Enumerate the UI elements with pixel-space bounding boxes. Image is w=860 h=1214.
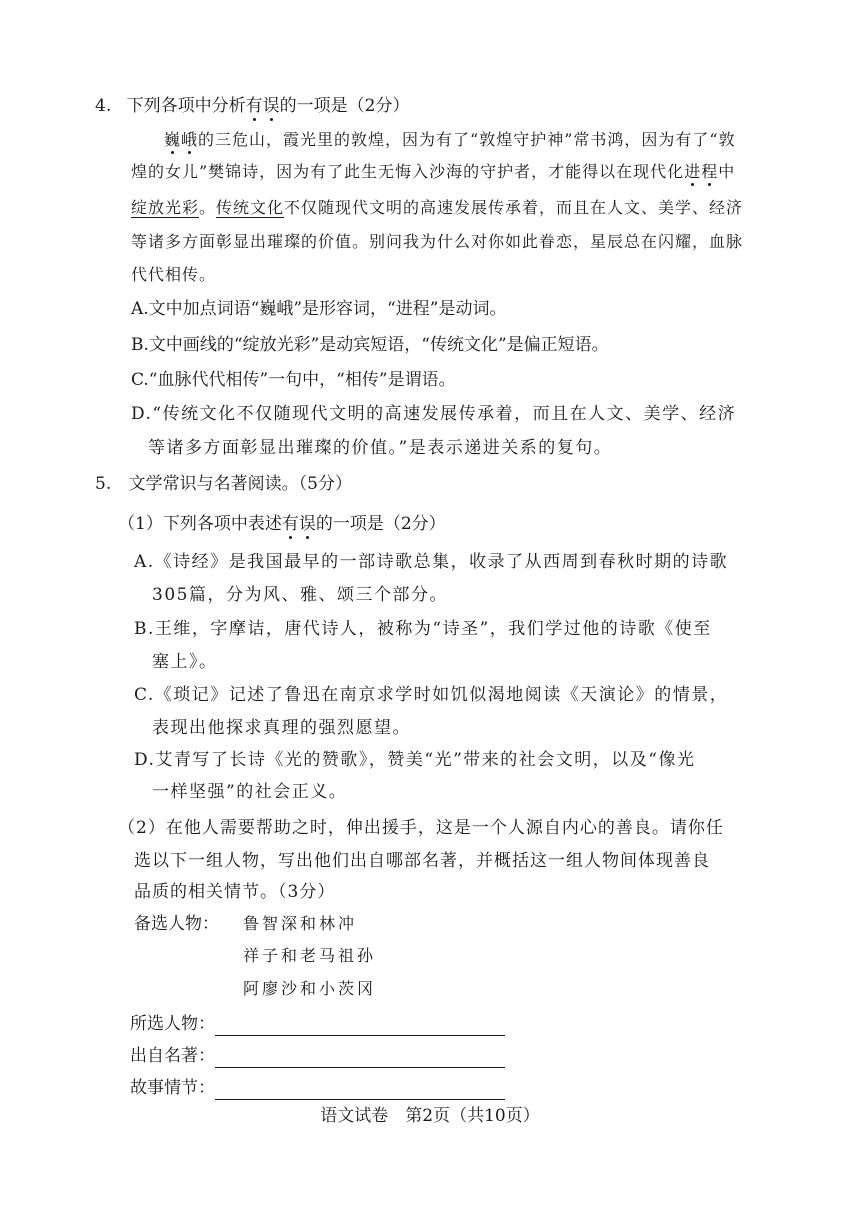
option-text: C.“血脉代代相传”一句中，“相传”是谓语。 <box>131 370 456 390</box>
sub-stem-text: （2）在他人需要帮助之时，伸出援手，这是一个人源自内心的善良。请你任 <box>118 818 724 838</box>
candidate-label-text: 备选人物： <box>134 914 219 934</box>
q5-option-a-cont <box>152 583 448 607</box>
candidate-option-2: 祥子和老马祖孙 <box>243 946 377 965</box>
q4-passage-line-5 <box>131 263 216 287</box>
answer-blank-line[interactable] <box>215 1081 505 1100</box>
q4-option-b <box>131 333 609 357</box>
q4-stem-text: 的一项是（2分） <box>279 96 410 116</box>
answer-blank-line[interactable] <box>215 1017 505 1036</box>
sub-stem-text: （1）下列各项中表述 <box>118 514 282 534</box>
q5-sub2-line-3 <box>134 880 335 904</box>
option-text: D.艾青写了长诗《光的赞歌》，赞美“光”带来的社会文明，以及“像光 <box>134 750 696 770</box>
option-text: 塞上》。 <box>152 652 218 672</box>
option-text: D.“传统文化不仅随现代文明的高速发展传承着，而且在人文、美学、经济 <box>131 404 737 424</box>
q5-option-b-cont <box>152 650 218 674</box>
candidate-option-3: 阿廖沙和小茨冈 <box>243 979 377 998</box>
q4-number: 4. <box>95 96 112 116</box>
option-text: A.文中加点词语“巍峨”是形容词，“进程”是动词。 <box>131 299 507 319</box>
emphasis-dot-char: 进 <box>684 162 702 181</box>
option-text: A.《诗经》是我国最早的一部诗歌总集，收录了从西周到春秋时期的诗歌 <box>134 552 729 572</box>
answer-row-character <box>130 1012 505 1036</box>
option-text: 等诸多方面彰显出璀璨的价值。”是表示递进关系的复句。 <box>148 438 613 458</box>
q5-option-c-cont <box>152 716 411 740</box>
q4-stem <box>95 94 409 118</box>
q4-passage-line-3 <box>131 196 743 220</box>
q5-option-c <box>134 683 728 707</box>
option-text: B.王维，字摩诘，唐代诗人，被称为“诗圣”，我们学过他的诗歌《使至 <box>134 619 712 639</box>
candidate-option-1: 鲁智深和林冲 <box>243 914 358 933</box>
option-text: B.文中画线的“绽放光彩”是动宾短语，“传统文化”是偏正短语。 <box>131 335 609 355</box>
q4-passage-line-4 <box>131 230 743 254</box>
passage-text: 。 <box>199 198 217 217</box>
q5-title-text: 文学常识与名著阅读。（5分） <box>128 474 352 494</box>
answer-label: 出自名著： <box>130 1046 215 1066</box>
emphasis-dot-char: 误 <box>262 96 280 116</box>
option-text: 表现出他探求真理的强烈愿望。 <box>152 718 411 738</box>
q5-sub2-line-2 <box>134 849 710 873</box>
q4-passage-line-1 <box>164 128 736 152</box>
page-footer: 语文试卷 第2页（共10页） <box>320 1106 540 1126</box>
option-text: 305篇，分为风、雅、颂三个部分。 <box>152 585 448 605</box>
passage-text: 代代相传。 <box>131 265 217 284</box>
q5-option-b <box>134 617 712 641</box>
answer-label: 所选人物： <box>130 1014 215 1034</box>
candidate-label <box>134 912 219 936</box>
passage-text: 中 <box>718 162 736 181</box>
emphasis-dot-char: 有 <box>281 514 299 534</box>
underlined-phrase: 传统文化 <box>216 198 285 217</box>
sub-stem-text: 选以下一组人物，写出他们出自哪部名著，并概括这一组人物间体现善良 <box>134 851 710 871</box>
q5-option-a <box>134 550 728 574</box>
sub-stem-text: 的一项是（2分） <box>315 514 446 534</box>
q4-stem-text: 下列各项中分析 <box>126 96 246 116</box>
passage-text: 的三危山，霞光里的敦煌，因为有了“敦煌守护神”常书鸿，因为有了“敦 <box>198 130 736 149</box>
emphasis-dot-char: 有 <box>245 96 263 116</box>
q4-option-d-cont <box>148 436 612 460</box>
emphasis-dot-char: 程 <box>701 162 719 181</box>
q5-option-d <box>134 748 696 772</box>
answer-row-book <box>130 1044 505 1068</box>
option-text: 一样坚强”的社会正义。 <box>152 782 348 802</box>
q5-number: 5. <box>95 474 112 494</box>
answer-row-plot <box>130 1076 505 1100</box>
q5-title <box>95 472 352 496</box>
underlined-phrase: 绽放光彩 <box>131 198 200 217</box>
q4-passage-line-2 <box>131 160 735 184</box>
answer-label: 故事情节： <box>130 1078 215 1098</box>
q5-sub1-stem <box>118 512 446 536</box>
q4-option-c <box>131 368 456 392</box>
option-text: C.《琐记》记述了鲁迅在南京求学时如饥似渴地阅读《天演论》的情景， <box>134 685 729 705</box>
q4-option-d <box>131 402 736 426</box>
passage-text: 不仅随现代文明的高速发展传承着，而且在人文、美学、经济 <box>284 198 744 217</box>
sub-stem-text: 品质的相关情节。（3分） <box>134 882 336 902</box>
q4-option-a <box>131 297 506 321</box>
answer-blank-line[interactable] <box>215 1049 505 1068</box>
passage-text: 等诸多方面彰显出璀璨的价值。别问我为什么对你如此眷恋，星辰总在闪耀，血脉 <box>131 232 744 251</box>
emphasis-dot-char: 巍 <box>164 130 182 149</box>
emphasis-dot-char: 峨 <box>181 130 199 149</box>
passage-text: 煌的女儿”樊锦诗，因为有了此生无悔入沙海的守护者，才能得以在现代化 <box>131 162 685 181</box>
emphasis-dot-char: 误 <box>298 514 316 534</box>
q5-sub2-line-1 <box>118 816 724 840</box>
q5-option-d-cont <box>152 780 347 804</box>
